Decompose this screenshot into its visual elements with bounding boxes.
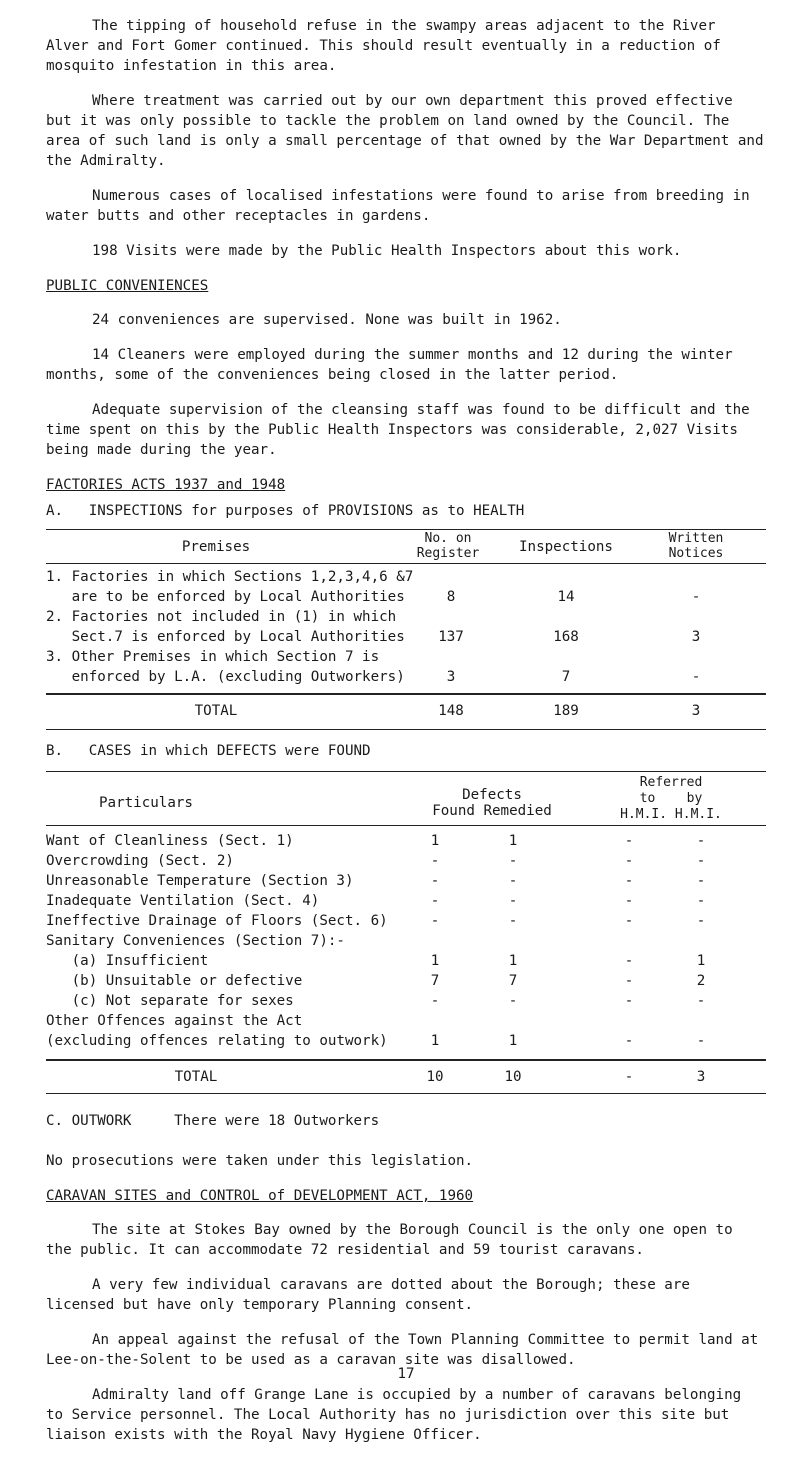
paragraph-treatment: Where treatment was carried out by our own department this proved effective but it was only possible to tackle the problem on land owned by the Council. The area of such land is only a small percentage of that owned by the War Department and the Admiralty.	[46, 93, 764, 169]
paragraph-tipping: The tipping of household refuse in the swampy areas adjacent to the River Alver and Fort Gomer continued. This should result eventually in a reduction of mosquito infestation in this area.	[46, 18, 721, 74]
table-a-total-register: 148	[438, 703, 464, 719]
table-b-row-referred-to: -	[624, 993, 634, 1009]
table-b-row-referred-to: -	[624, 973, 634, 989]
table-b-row-label: (a) Insufficient	[46, 953, 209, 969]
table-b-row-referred-by: -	[696, 833, 706, 849]
table-b-row-referred-by: 1	[696, 953, 706, 969]
table-a-row-2-register: 137	[438, 629, 464, 645]
table-b-row-label: (excluding offences relating to outwork)	[46, 1033, 388, 1049]
col-header-defects-2: Found Remedied	[432, 803, 552, 819]
table-a-row-3-inspections: 7	[561, 669, 571, 685]
paragraph-infestations: Numerous cases of localised infestations were found to arise from breeding in water butts and other receptacles in gardens.	[46, 188, 750, 224]
table-a-row-1-line-2: are to be enforced by Local Authorities	[46, 589, 405, 605]
table-b-row-referred-by: -	[696, 853, 706, 869]
table-b-row-label: Ineffective Drainage of Floors (Sect. 6)	[46, 913, 388, 929]
table-a-row-3-line-2: enforced by L.A. (excluding Outworkers)	[46, 669, 405, 685]
paragraph-supervision: Adequate supervision of the cleansing staff was found to be difficult and the time spent on this by the Public Health Inspectors was considerable, 2,027 Visits being made during the year.	[46, 402, 750, 458]
table-a-row-3-notices: -	[691, 669, 701, 685]
table-b-row-label: Overcrowding (Sect. 2)	[46, 853, 234, 869]
table-b-row-remedied: 1	[508, 833, 518, 849]
col-header-inspections: Inspections	[519, 539, 613, 555]
table-b-row-referred-to: -	[624, 873, 634, 889]
section-a-title: A. INSPECTIONS for purposes of PROVISIONS as to HEALTH	[46, 503, 525, 519]
table-b-row-referred-by: -	[696, 913, 706, 929]
paragraph-conveniences: 24 conveniences are supervised. None was built in 1962.	[92, 312, 562, 328]
paragraph-stokes-bay: The site at Stokes Bay owned by the Borough Council is the only one open to the public. It can accommodate 72 residential and 59 tourist caravans.	[46, 1222, 733, 1258]
table-b-row-label: Other Offences against the Act	[46, 1013, 303, 1029]
table-b-row-found: 7	[430, 973, 440, 989]
table-b-total-to: -	[624, 1069, 634, 1085]
table-b-row-label: Want of Cleanliness (Sect. 1)	[46, 833, 294, 849]
outwork-line: C. OUTWORK There were 18 Outworkers	[46, 1113, 380, 1129]
table-b-total-found: 10	[426, 1069, 444, 1085]
section-b-title: B. CASES in which DEFECTS were FOUND	[46, 743, 371, 759]
table-b-row-referred-to: -	[624, 853, 634, 869]
table-b-row-remedied: 1	[508, 953, 518, 969]
table-b-row-found: 1	[430, 953, 440, 969]
table-b-row-referred-by: 2	[696, 973, 706, 989]
table-b-row-label: (b) Unsuitable or defective	[46, 973, 303, 989]
table-b-row-label: Unreasonable Temperature (Section 3)	[46, 873, 354, 889]
table-b-row-referred-by: -	[696, 1033, 706, 1049]
table-a-row-2-notices: 3	[691, 629, 701, 645]
table-b-row-remedied: -	[508, 853, 518, 869]
col-header-notices-2: Notices	[668, 546, 724, 561]
table-a-row-2-line-2: Sect.7 is enforced by Local Authorities	[46, 629, 405, 645]
table-a-total-notices: 3	[691, 703, 701, 719]
table-a-total-inspections: 189	[553, 703, 579, 719]
table-b-row-remedied: -	[508, 893, 518, 909]
col-header-referred-2: to by	[639, 791, 703, 806]
paragraph-cleaners: 14 Cleaners were employed during the summer months and 12 during the winter months, some of the conveniences being closed in the latter period.	[46, 347, 733, 383]
col-header-register-1: No. on	[424, 531, 472, 546]
paragraph-appeal: An appeal against the refusal of the Town Planning Committee to permit land at Lee-on-the-Solent to be used as a caravan site was disallowed.	[46, 1332, 759, 1368]
col-header-register-2: Register	[416, 546, 480, 561]
paragraph-admiralty-land: Admiralty land off Grange Lane is occupied by a number of caravans belonging to Service personnel. The Local Authority has no jurisdiction over this site but liaison exists with the Royal Navy Hygiene Officer.	[46, 1387, 742, 1443]
heading-factories-acts: FACTORIES ACTS 1937 and 1948	[46, 477, 286, 493]
col-header-particulars: Particulars	[99, 795, 193, 811]
table-b-row-referred-to: -	[624, 913, 634, 929]
table-b-row-found: 1	[430, 1033, 440, 1049]
table-b-total-by: 3	[696, 1069, 706, 1085]
table-b-row-remedied: -	[508, 993, 518, 1009]
table-b-row-label: Inadequate Ventilation (Sect. 4)	[46, 893, 320, 909]
table-b-row-found: 1	[430, 833, 440, 849]
table-b-row-found: -	[430, 873, 440, 889]
table-a-row-1-inspections: 14	[557, 589, 575, 605]
table-a-row-3-line-1: 3. Other Premises in which Section 7 is	[46, 649, 380, 665]
table-b-row-remedied: -	[508, 873, 518, 889]
table-b-row-referred-to: -	[624, 893, 634, 909]
paragraph-visits: 198 Visits were made by the Public Health Inspectors about this work.	[92, 243, 682, 259]
col-header-notices-1: Written	[668, 531, 724, 546]
table-b-row-referred-to: -	[624, 1033, 634, 1049]
table-a-total-label: TOTAL	[194, 703, 238, 719]
col-header-premises: Premises	[181, 539, 251, 555]
inspections-table	[46, 529, 766, 743]
heading-caravan-sites: CARAVAN SITES and CONTROL of DEVELOPMENT ACT, 1960	[46, 1188, 474, 1204]
col-header-referred-3: H.M.I. H.M.I.	[620, 807, 722, 822]
document-page	[46, 16, 766, 1460]
table-a-row-2-line-1: 2. Factories not included in (1) in which	[46, 609, 397, 625]
table-b-row-remedied: 1	[508, 1033, 518, 1049]
table-b-row-referred-to: -	[624, 953, 634, 969]
table-b-row-found: -	[430, 993, 440, 1009]
heading-public-conveniences: PUBLIC CONVENIENCES	[46, 278, 209, 294]
table-b-row-remedied: 7	[508, 973, 518, 989]
table-b-total-label: TOTAL	[174, 1069, 218, 1085]
table-b-row-found: -	[430, 913, 440, 929]
prosecutions-line: No prosecutions were taken under this legislation.	[46, 1153, 474, 1169]
table-a-row-1-line-1: 1. Factories in which Sections 1,2,3,4,6 &7	[46, 569, 414, 585]
table-b-row-label: (c) Not separate for sexes	[46, 993, 294, 1009]
defects-table	[46, 771, 766, 1111]
col-header-defects-1: Defects	[462, 787, 522, 803]
table-a-row-2-inspections: 168	[553, 629, 579, 645]
page-number: 17	[397, 1366, 415, 1382]
table-b-row-referred-by: -	[696, 893, 706, 909]
table-b-row-remedied: -	[508, 913, 518, 929]
col-header-referred-1: Referred	[639, 775, 703, 790]
table-a-row-1-register: 8	[446, 589, 456, 605]
table-a-row-3-register: 3	[446, 669, 456, 685]
table-b-row-label: Sanitary Conveniences (Section 7):-	[46, 933, 345, 949]
table-b-row-found: -	[430, 893, 440, 909]
table-b-row-found: -	[430, 853, 440, 869]
table-b-row-referred-by: -	[696, 873, 706, 889]
table-a-row-1-notices: -	[691, 589, 701, 605]
table-b-row-referred-by: -	[696, 993, 706, 1009]
table-b-total-remedied: 10	[504, 1069, 522, 1085]
paragraph-individual-caravans: A very few individual caravans are dotted about the Borough; these are licensed but have only temporary Planning consent.	[46, 1277, 690, 1313]
table-b-row-referred-to: -	[624, 833, 634, 849]
